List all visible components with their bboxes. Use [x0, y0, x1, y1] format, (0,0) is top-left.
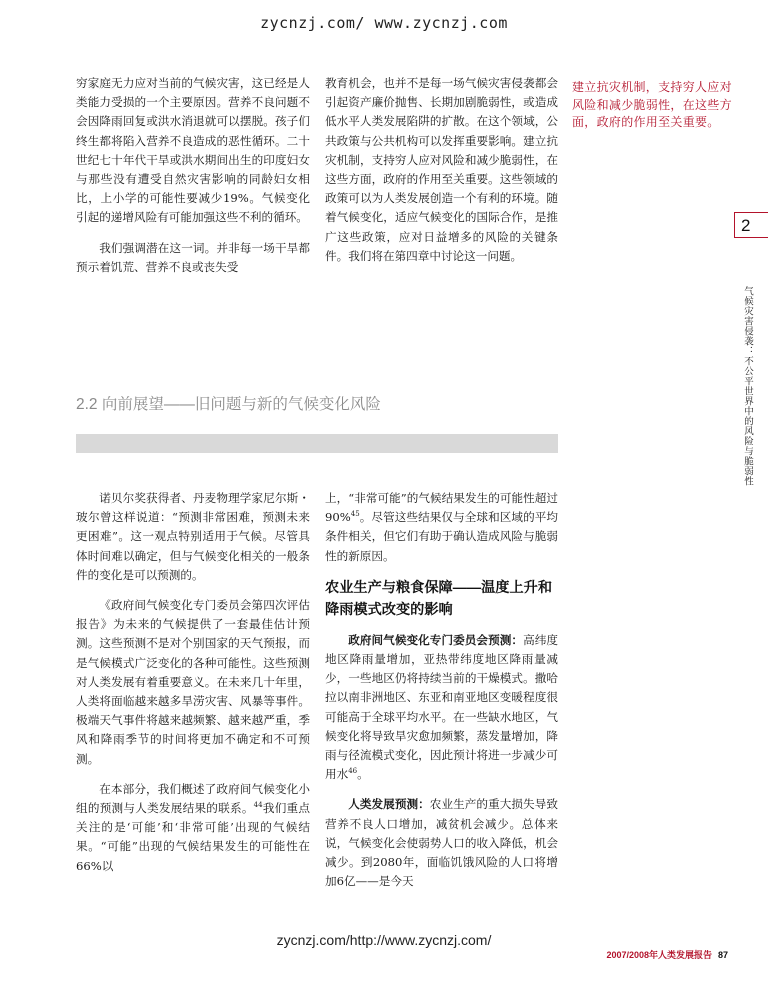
bottom-left-column: [76, 489, 310, 887]
paragraph: [325, 631, 558, 785]
header-watermark-url: zycnzj.com/ www.zycnzj.com: [260, 14, 508, 32]
page-number: 87: [717, 950, 728, 960]
text-span: 农业生产的重大损失导致营养不良人口增加，减贫机会减少。总体来说，气候变化会使弱势人口的收入降低，机会减少。到2080年，面临饥饿风险的人口将增加6亿——是今天: [325, 797, 558, 889]
paragraph: 我们强调潜在这一词。并非每一场干旱都预示着饥荒、营养不良或丧失受: [76, 240, 310, 274]
bold-lead: 人类发展预测：: [348, 797, 430, 812]
section-heading: 2.2 向前展望——旧问题与新的气候变化风险: [76, 396, 381, 413]
top-left-column: [76, 74, 310, 288]
text-span: 。尽管这些结果仅与全球和区域的平均条件相关，但它们有助于确认造成风险与脆弱性的新原因。: [325, 510, 558, 563]
text-span: 在本部分，我们概述了政府间气候变化小组的预测与人类发展结果的联系。: [76, 781, 310, 816]
report-title: 2007/2008年人类发展报告: [606, 950, 712, 960]
chapter-vertical-title: 气候灾害侵袭：不公平世界中的风险与脆弱性: [742, 286, 753, 486]
paragraph: [76, 780, 310, 876]
text-span: 。: [357, 767, 369, 782]
paragraph: [325, 795, 558, 891]
subsection-heading: 农业生产与粮食保障——温度上升和降雨模式改变的影响: [325, 579, 553, 618]
paragraph: 穷家庭无力应对当前的气候灾害，这已经是人类能力受损的一个主要原因。营养不良问题不会因降雨回复或洪水消退就可以摆脱。孩子们终生都将陷入营养不良造成的恶性循环。二十世纪七十年代干旱或洪水期间出生的印度妇女与那些没有遭受自然灾害影响的同龄妇女相比，上小学的可能性要减少19%。气候变化引起的递增风险有可能加强这些不利的循环。: [76, 76, 310, 225]
paragraph: 教育机会，也并不是每一场气候灾害侵袭都会引起资产廉价抛售、长期加剧脆弱性，或造成低水平人类发展陷阱的扩散。在这个领域，公共政策与公共机构可以发挥重要影响。建立抗灾机制，支持穷人应对风险和减少脆弱性，在这些方面，政府的作用至关重要。这些领域的政策可以为人类发展创造一个有利的环境。随着气候变化，适应气候变化的国际合作，是推广这些政策，应对日益增多的风险的关键条件。我们将在第四章中讨论这一问题。: [325, 76, 558, 263]
paragraph: [325, 489, 558, 566]
paragraph: 《政府间气候变化专门委员会第四次评估报告》为未来的气候提供了一套最佳估计预测。这些预测不是对个别国家的天气预报，而是气候模式广泛变化的各种可能性。这些预测对人类发展有着重要意义。在未来几十年里，人类将面临越来越多旱涝灾害、风暴等事件。极端天气事件将越来越频繁、越来越严重，季风和降雨季节的时间将更加不确定和不可预测。: [76, 598, 310, 766]
bottom-middle-column: [325, 489, 558, 902]
text-span: 上，“非常可能”的气候结果发生的可能性超过90%: [325, 491, 558, 525]
text-span: 我们重点关注的是‘可能’和‘非常可能’出现的气候结果。“可能”出现的气候结果发生的可能性在66%以: [76, 801, 310, 873]
paragraph: 诺贝尔奖获得者、丹麦物理学家尼尔斯・玻尔曾这样说道：“预测非常困难，预测未来更困难”。这一观点特别适用于气候。尽管具体时间难以确定，但与气候变化相关的一般条件的变化是可以预测的。: [76, 491, 310, 582]
section-divider-bar: [76, 434, 558, 453]
pull-quote: 建立抗灾机制，支持穷人应对风险和减少脆弱性，在这些方面，政府的作用至关重要。: [572, 80, 732, 129]
top-middle-column: [325, 74, 558, 277]
text-span: 高纬度地区降雨量增加，亚热带纬度地区降雨量减少，一些地区仍将持续当前的干燥模式。撒哈拉以南非洲地区、东亚和南亚地区变暖程度很可能高于全球平均水平。在一些缺水地区，气候变化将导致旱灾愈加频繁，蒸发量增加，降雨与径流模式变化，因此预计将进一步减少可用水: [325, 632, 558, 782]
footer-watermark-url: zycnzj.com/http://www.zycnzj.com/: [276, 932, 492, 948]
bold-lead: 政府间气候变化专门委员会预测：: [348, 632, 524, 647]
footnote-ref: 46: [348, 767, 358, 776]
chapter-number-tab: 2: [734, 212, 768, 238]
footnote-ref: 45: [350, 510, 360, 519]
page-footer: [606, 948, 728, 961]
footnote-ref: 44: [253, 801, 263, 810]
